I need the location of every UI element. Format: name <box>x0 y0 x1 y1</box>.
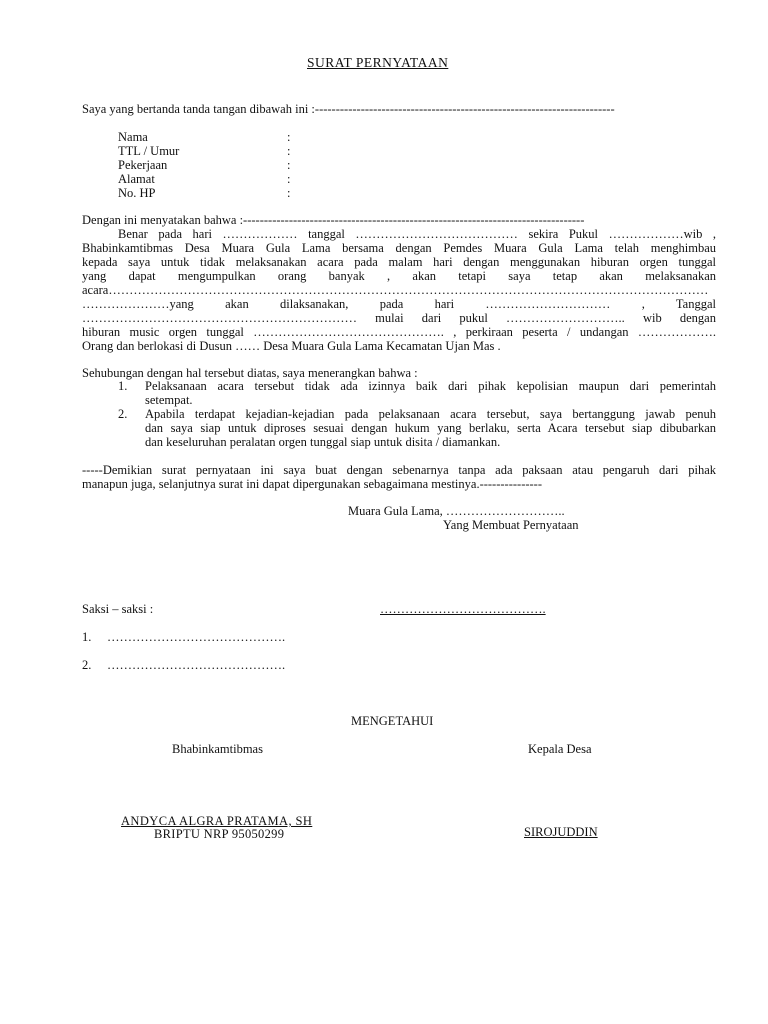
field-colon: : <box>287 158 291 172</box>
left-role: Bhabinkamtibmas <box>172 742 263 756</box>
statement-intro: Dengan ini menyatakan bahwa :---------------------------------------------------------------------------------- <box>82 213 585 227</box>
body-line: acara……………………………………………………………………………………………………………………………… <box>82 283 709 297</box>
list-line: dan keseluruhan peralatan orgen tunggal siap untuk disita / diamankan. <box>145 435 501 449</box>
consequence-intro: Sehubungan dengan hal tersebut diatas, saya menerangkan bahwa : <box>82 366 418 380</box>
acknowledge-heading: MENGETAHUI <box>351 714 434 728</box>
intro-line: Saya yang bertanda tanda tangan dibawah ini :------------------------------------------------------------------------ <box>82 102 615 116</box>
body-line: …………………yang akan dilaksanakan, pada hari ………………………… , Tanggal <box>82 297 716 311</box>
list-line: Apabila terdapat kejadian-kejadian pada pelaksanaan acara tersebut, saya bertanggung jawab penuh <box>145 407 716 421</box>
list-line: Pelaksanaan acara tersebut tidak ada izinnya baik dari pihak kepolisian maupun dari pemerintah <box>145 379 716 393</box>
body-line: yang dapat mengumpulkan orang banyak , akan tetapi saya tetap akan melaksanakan <box>82 269 716 283</box>
field-label-pekerjaan: Pekerjaan <box>118 158 168 172</box>
body-line: Benar pada hari ……………… tanggal ………………………………… sekira Pukul ………………wib , <box>118 227 716 241</box>
field-colon: : <box>287 186 291 200</box>
place-date: Muara Gula Lama, ……………………….. <box>348 504 565 518</box>
witness-label: Saksi – saksi : <box>82 602 154 616</box>
right-role: Kepala Desa <box>528 742 592 756</box>
witness-number: 2. <box>82 658 92 672</box>
list-line: setempat. <box>145 393 193 407</box>
field-label-no-hp: No. HP <box>118 186 156 200</box>
field-colon: : <box>287 130 291 144</box>
list-number: 1. <box>118 379 128 393</box>
body-line: Orang dan berlokasi di Dusun …… Desa Muara Gula Lama Kecamatan Ujan Mas . <box>82 339 501 353</box>
body-line: kepada saya untuk tidak melaksanakan acara pada malam hari dengan menggunakan hiburan orgen tunggal <box>82 255 716 269</box>
field-label-nama: Nama <box>118 130 148 144</box>
field-label-ttl: TTL / Umur <box>118 144 180 158</box>
witness-signature-line: ……………………………………. <box>107 658 286 672</box>
left-signatory-name: ANDYCA ALGRA PRATAMA, SH <box>121 814 313 828</box>
maker-label: Yang Membuat Pernyataan <box>443 518 579 532</box>
closing-line: manapun juga, selanjutnya surat ini dapat dipergunakan sebagaimana mestinya.--------------- <box>82 477 543 491</box>
body-line: ………………………………………………………… mulai dari pukul ……………………….. wib dengan <box>82 311 716 325</box>
left-signatory-id: BRIPTU NRP 95050299 <box>154 827 285 841</box>
field-colon: : <box>287 144 291 158</box>
list-line: dan saya siap untuk diproses sesuai dengan hukum yang berlaku, serta Acara tersebut siap dibubarkan <box>145 421 716 435</box>
right-signatory-name: SIROJUDDIN <box>524 825 598 839</box>
field-colon: : <box>287 172 291 186</box>
body-line: hiburan music orgen tunggal ………………………………………. , perkiraan peserta / undangan ………………. <box>82 325 716 339</box>
body-line: Bhabinkamtibmas Desa Muara Gula Lama bersama dengan Pemdes Muara Gula Lama telah menghimbau <box>82 241 716 255</box>
witness-number: 1. <box>82 630 92 644</box>
field-label-alamat: Alamat <box>118 172 155 186</box>
document-title: SURAT PERNYATAAN <box>307 55 449 70</box>
witness-signature-line: ……………………………………. <box>107 630 286 644</box>
list-number: 2. <box>118 407 128 421</box>
maker-signature-line: …………………………………. <box>380 602 546 616</box>
closing-line: -----Demikian surat pernyataan ini saya buat dengan sebenarnya tanpa ada paksaan atau pengaruh dari pihak <box>82 463 716 477</box>
